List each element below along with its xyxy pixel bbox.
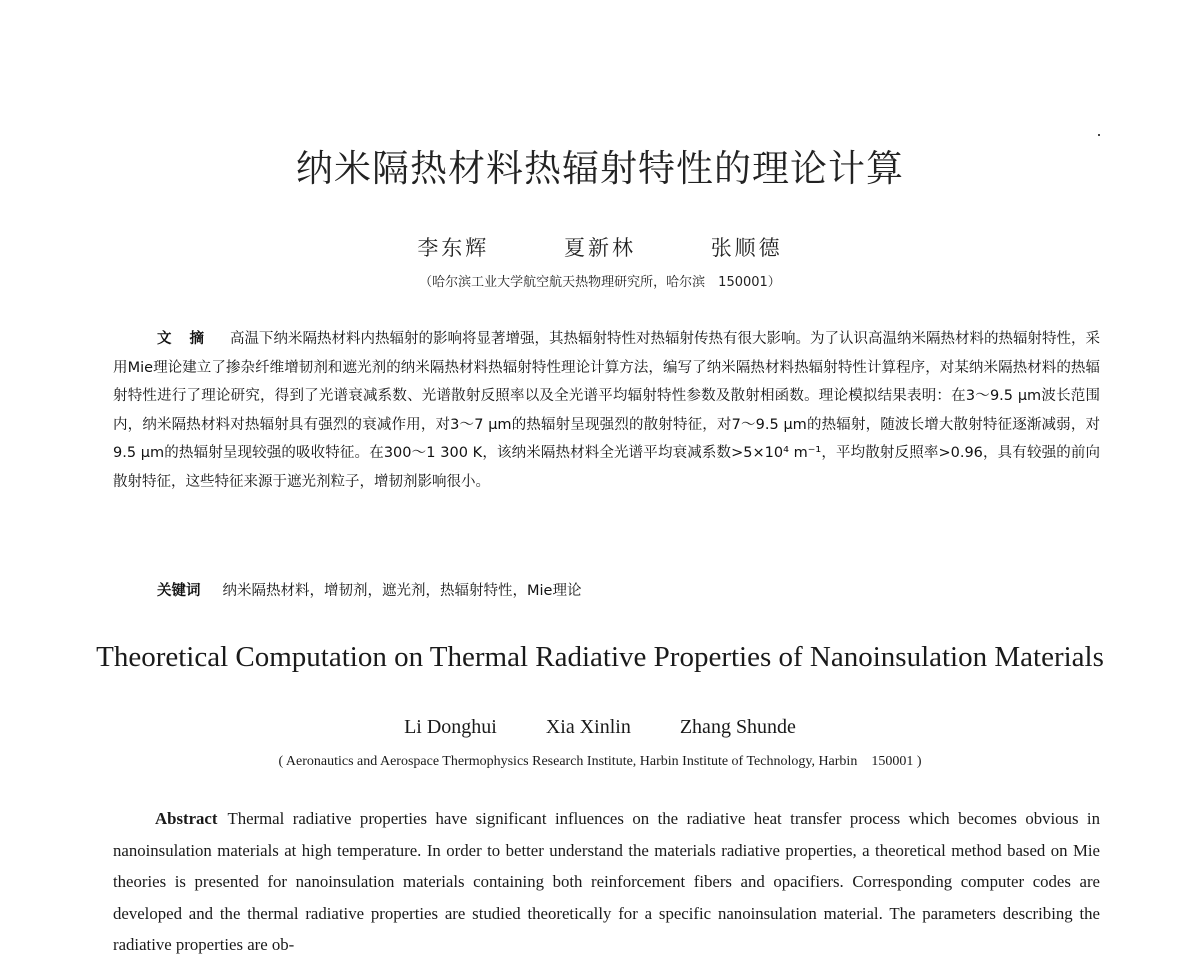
chinese-abstract-text: 高温下纳米隔热材料内热辐射的影响将显著增强，其热辐射特性对热辐射传热有很大影响。为了认识高温纳米隔热材料的热辐射特性，采用Mie理论建立了掺杂纤维增韧剂和遮光剂的纳米隔热材料热辐射特性理论计算方法，编写了纳米隔热材料热辐射特性计算程序，对某纳米隔热材料的热辐射特性进行了理论研究，得到了光谱衰减系数、光谱散射反照率以及全光谱平均辐射特性参数及散射相函数。理论模拟结果表明：在3～9.5 μm波长范围内，纳米隔热材料对热辐射具有强烈的衰减作用，对3～7 μm的热辐射呈现强烈的散射特征，对7～9.5 μm的热辐射，随波长增大散射特征逐渐减弱，对9.5 μm的热辐射呈现较强的吸收特征。在300～1 300 K，该纳米隔热材料全光谱平均衰减系数>5×10⁴ m⁻¹，平均散射反照率>0.96，具有较强的前向散射特征，这些特征来源于遮光剂粒子，增韧剂影响很小。 (113, 331, 1100, 490)
chinese-authors (0, 232, 1200, 262)
english-affiliation: ( Aeronautics and Aerospace Thermophysics Research Institute, Harbin Institute of Technology, Harbin 150001 ) (278, 754, 922, 769)
english-authors (0, 716, 1200, 739)
english-author-2: Xia Xinlin (545, 716, 631, 738)
english-title: Theoretical Computation on Thermal Radiative Properties of Nanoinsulation Materials (96, 641, 1104, 673)
chinese-keywords-text: 纳米隔热材料，增韧剂，遮光剂，热辐射特性，Mie理论 (222, 583, 582, 599)
chinese-author-3: 张顺德 (710, 236, 783, 260)
chinese-affiliation: （哈尔滨工业大学航空航天热物理研究所，哈尔滨 150001） (419, 275, 781, 290)
chinese-author-2: 夏新林 (564, 236, 636, 260)
chinese-keywords-label: 关键词 (157, 583, 201, 599)
english-abstract-label: Abstract (155, 809, 218, 828)
chinese-keywords (157, 579, 581, 600)
chinese-abstract (113, 325, 1100, 497)
english-author-3: Zhang Shunde (679, 716, 796, 738)
chinese-abstract-label: 文摘 (157, 331, 222, 347)
english-abstract-text: Thermal radiative properties have significant influences on the radiative heat transfer process which becomes obvious in nanoinsulation materials at high temperature. In order to better understand the materials radiative properties, a theoretical method based on Mie theories is presented for nanoinsulation materials containing both reinforcement fibers and opacifiers. Corresponding computer codes are developed and the thermal radiative properties are studied theoretically for a specific nanoinsulation material. The parameters describing the radiative properties are ob- (113, 809, 1100, 954)
scan-speck (1098, 134, 1100, 136)
english-abstract (113, 803, 1100, 961)
chinese-author-1: 李东辉 (417, 236, 490, 260)
english-author-1: Li Donghui (404, 716, 497, 738)
chinese-title: 纳米隔热材料热辐射特性的理论计算 (296, 147, 904, 190)
